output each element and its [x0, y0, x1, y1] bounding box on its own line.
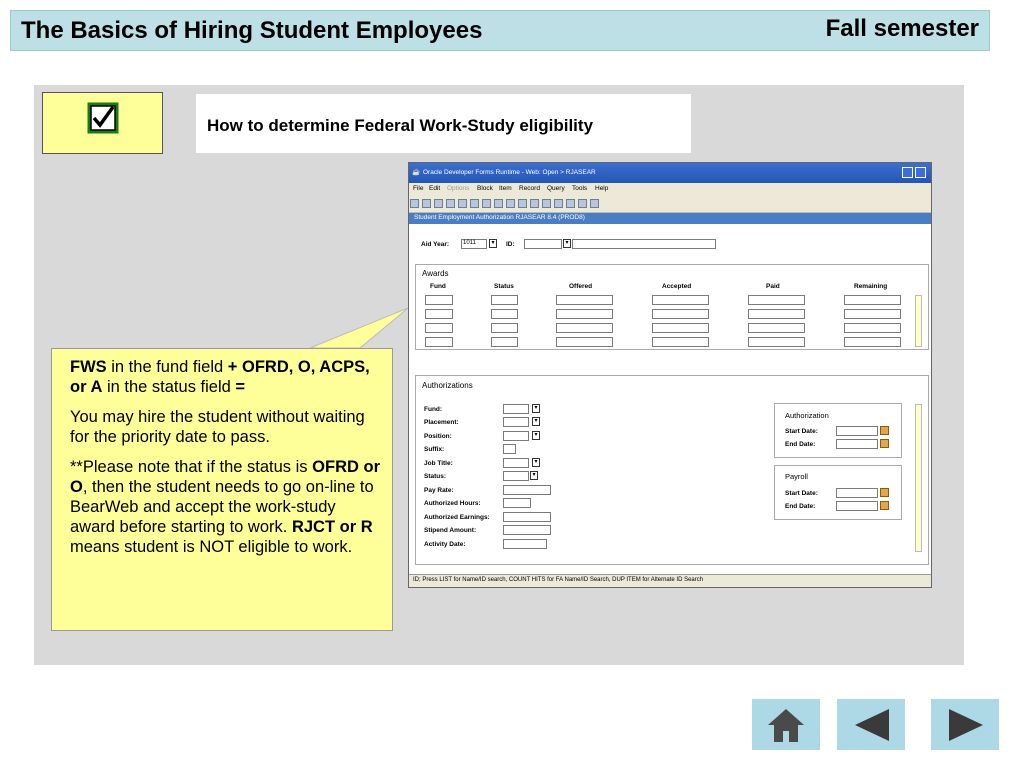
prev-block-icon[interactable]	[446, 199, 455, 208]
calendar-icon[interactable]	[880, 501, 889, 510]
delete-icon[interactable]	[530, 199, 539, 208]
authorized-hours-label: Authorized Hours:	[424, 500, 481, 507]
award-paid-cell[interactable]	[748, 323, 805, 333]
award-accepted-cell[interactable]	[652, 337, 709, 347]
payroll-dates-box	[774, 465, 902, 520]
aid-year-label: Aid Year:	[421, 241, 450, 248]
menu-record[interactable]: Record	[519, 185, 540, 192]
award-status-cell[interactable]	[491, 337, 518, 347]
slide-header	[10, 10, 990, 51]
award-remaining-cell[interactable]	[844, 337, 901, 347]
placement-dropdown-icon[interactable]: ▾	[532, 417, 540, 426]
job-title-label: Job Title:	[424, 460, 453, 467]
authorized-hours-input[interactable]	[503, 498, 531, 508]
authorizations-block	[415, 375, 929, 565]
position-label: Position:	[424, 433, 452, 440]
callout-box	[51, 348, 393, 631]
arrow-left-icon	[853, 707, 891, 743]
awards-block	[415, 264, 929, 350]
calendar-icon[interactable]	[880, 426, 889, 435]
placement-input[interactable]	[503, 417, 529, 427]
next-block-icon[interactable]	[458, 199, 467, 208]
save-icon[interactable]	[410, 199, 419, 208]
menu-bar	[409, 183, 932, 195]
subtitle-text: How to determine Federal Work-Study eligibility	[207, 116, 594, 135]
form-title: Student Employment Authorization RJASEAR 8.4 (PROD8)	[414, 214, 585, 221]
status-input[interactable]	[503, 471, 529, 481]
insert-icon[interactable]	[518, 199, 527, 208]
form-titlebar	[409, 213, 932, 224]
award-paid-cell[interactable]	[748, 337, 805, 347]
print-icon[interactable]	[434, 199, 443, 208]
menu-query[interactable]: Query	[547, 185, 565, 192]
col-remaining: Remaining	[854, 283, 888, 290]
next-record-icon[interactable]	[482, 199, 491, 208]
help-icon[interactable]	[578, 199, 587, 208]
status-message: ID; Press LIST for Name/ID search, COUNT HITS for FA Name/ID Search, DUP ITEM for Alternate ID Search	[413, 577, 704, 583]
payroll-box-title: Payroll	[785, 472, 808, 481]
home-icon	[766, 707, 806, 743]
auth-end-date-label: End Date:	[785, 441, 816, 448]
award-offered-cell[interactable]	[556, 323, 613, 333]
id-dropdown-icon[interactable]: ▾	[563, 239, 571, 248]
menu-options[interactable]: Options	[447, 185, 470, 192]
slide-title: The Basics of Hiring Student Employees	[21, 17, 483, 44]
id-input[interactable]	[524, 239, 562, 249]
job-title-dropdown-icon[interactable]: ▾	[532, 458, 540, 467]
semester-label: Fall semester	[825, 15, 979, 42]
calendar-icon[interactable]	[880, 488, 889, 497]
name-field	[572, 239, 716, 249]
copy-icon[interactable]	[554, 199, 563, 208]
awards-scrollbar[interactable]	[915, 295, 922, 347]
stipend-amount-label: Stipend Amount:	[424, 527, 477, 534]
payroll-start-date-label: Start Date:	[785, 490, 818, 497]
fund-input[interactable]	[503, 404, 529, 414]
prev-record-icon[interactable]	[470, 199, 479, 208]
col-paid: Paid	[766, 283, 780, 290]
award-accepted-cell[interactable]	[652, 309, 709, 319]
position-input[interactable]	[503, 431, 529, 441]
payroll-start-date-input[interactable]	[836, 488, 878, 498]
next-button[interactable]	[931, 699, 999, 750]
payroll-end-date-input[interactable]	[836, 501, 878, 511]
pay-rate-label: Pay Rate:	[424, 487, 454, 494]
authorizations-title: Authorizations	[422, 381, 473, 390]
maximize-icon[interactable]	[915, 167, 926, 178]
checkmark-box	[42, 92, 163, 154]
award-accepted-cell[interactable]	[652, 295, 709, 305]
award-remaining-cell[interactable]	[844, 323, 901, 333]
col-accepted: Accepted	[662, 283, 692, 290]
suffix-label: Suffix:	[424, 446, 445, 453]
execute-icon[interactable]	[506, 199, 515, 208]
menu-file[interactable]: File	[413, 185, 424, 192]
aid-year-input[interactable]: 1011	[461, 239, 487, 249]
fund-dropdown-icon[interactable]: ▾	[532, 404, 540, 413]
award-fund-cell[interactable]	[425, 323, 453, 333]
pay-rate-input[interactable]	[503, 485, 551, 495]
clear-icon[interactable]	[542, 199, 551, 208]
callout-para-2: You may hire the student without waiting for the priority date to pass.	[70, 408, 365, 446]
fund-label: Fund:	[424, 406, 443, 413]
window-title: Oracle Developer Forms Runtime - Web: Open > RJASEAR	[423, 169, 596, 176]
authorization-dates-box	[774, 403, 902, 458]
authorized-earnings-input[interactable]	[503, 512, 551, 522]
placement-label: Placement:	[424, 419, 459, 426]
auth-start-date-input[interactable]	[836, 426, 878, 436]
award-status-cell[interactable]	[491, 295, 518, 305]
award-offered-cell[interactable]	[556, 309, 613, 319]
authorized-earnings-label: Authorized Earnings:	[424, 514, 490, 521]
award-remaining-cell[interactable]	[844, 295, 901, 305]
home-button[interactable]	[752, 699, 820, 750]
status-label: Status:	[424, 473, 447, 480]
award-paid-cell[interactable]	[748, 295, 805, 305]
menu-item[interactable]: Item	[499, 185, 512, 192]
query-icon[interactable]	[494, 199, 503, 208]
oracle-forms-window	[408, 162, 932, 588]
subtitle-box	[196, 94, 691, 153]
award-remaining-cell[interactable]	[844, 309, 901, 319]
job-title-input[interactable]	[503, 458, 529, 468]
award-paid-cell[interactable]	[748, 309, 805, 319]
col-offered: Offered	[569, 283, 593, 290]
window-titlebar	[409, 163, 932, 183]
award-fund-cell[interactable]	[425, 309, 453, 319]
rollback-icon[interactable]	[422, 199, 431, 208]
activity-date-input	[503, 539, 547, 549]
payroll-end-date-label: End Date:	[785, 503, 816, 510]
stipend-amount-input[interactable]	[503, 525, 551, 535]
suffix-input[interactable]	[503, 444, 516, 454]
lov-icon[interactable]	[566, 199, 575, 208]
col-fund: Fund	[430, 283, 446, 290]
award-fund-cell[interactable]	[425, 337, 453, 347]
auth-end-date-input[interactable]	[836, 439, 878, 449]
form-body	[409, 224, 932, 574]
auth-start-date-label: Start Date:	[785, 428, 818, 435]
menu-tools[interactable]: Tools	[572, 185, 588, 192]
arrow-right-icon	[947, 707, 985, 743]
award-status-cell[interactable]	[491, 309, 518, 319]
menu-edit[interactable]: Edit	[429, 185, 441, 192]
position-dropdown-icon[interactable]: ▾	[532, 431, 540, 440]
award-status-cell[interactable]	[491, 323, 518, 333]
menu-help[interactable]: Help	[595, 185, 609, 192]
status-dropdown-icon[interactable]: ▾	[530, 471, 538, 480]
id-label: ID:	[506, 241, 515, 248]
calendar-icon[interactable]	[880, 439, 889, 448]
toolbar	[409, 195, 932, 213]
activity-date-label: Activity Date:	[424, 541, 466, 548]
callout-para-3: **Please note that if the status is OFRD or O, then the student needs to go on-line to BearWeb and accept the work-study award before starting to work. RJCT or R means student is NOT eligible to work.	[70, 458, 380, 556]
award-accepted-cell[interactable]	[652, 323, 709, 333]
awards-title: Awards	[422, 269, 449, 278]
award-offered-cell[interactable]	[556, 295, 613, 305]
authorization-box-title: Authorization	[785, 411, 829, 420]
menu-block[interactable]: Block	[477, 185, 493, 192]
checkmark-icon	[87, 102, 119, 134]
authorizations-scrollbar[interactable]	[915, 404, 922, 552]
callout-para-1: FWS in the fund field + OFRD, O, ACPS, or A in the status field =	[70, 358, 370, 396]
col-status: Status	[494, 283, 514, 290]
previous-button[interactable]	[837, 699, 905, 750]
award-fund-cell[interactable]	[425, 295, 453, 305]
java-icon: ☕	[412, 169, 421, 176]
status-bar	[409, 574, 932, 588]
award-offered-cell[interactable]	[556, 337, 613, 347]
minimize-icon[interactable]	[902, 167, 913, 178]
aid-year-dropdown-icon[interactable]: ▾	[489, 239, 497, 248]
exit-icon[interactable]	[590, 199, 599, 208]
